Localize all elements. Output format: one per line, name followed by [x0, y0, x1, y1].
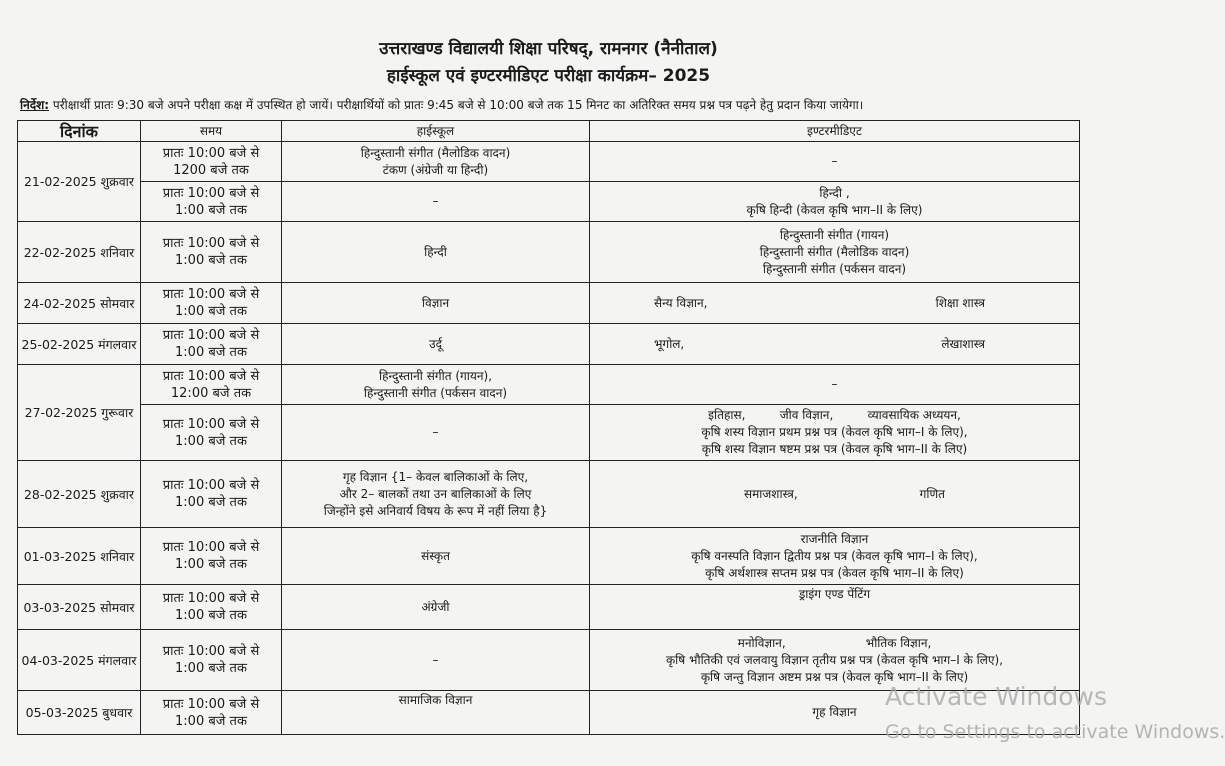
table-row: [18, 142, 1080, 182]
date-cell: 28-02-2025 शुक्रवार: [18, 461, 141, 528]
date-cell: 04-03-2025 मंगलवार: [18, 630, 141, 691]
date-cell: 22-02-2025 शनिवार: [18, 222, 141, 283]
table-row: [18, 182, 1080, 222]
activate-windows-settings-link[interactable]: Go to Settings to activate Windows.: [885, 721, 1225, 743]
date-cell: 05-03-2025 बुधवार: [18, 691, 141, 735]
page-subtitle: हाईस्कूल एवं इण्टरमीडिएट परीक्षा कार्यक्रम– 2025: [386, 66, 711, 86]
exam-schedule-table: [17, 120, 1080, 735]
time-cell: प्रातः 10:00 बजे से 1:00 बजे तक: [141, 324, 282, 365]
instructions-label: निर्देश:: [20, 98, 50, 112]
table-header-row: [18, 121, 1080, 142]
date-cell: 24-02-2025 सोमवार: [18, 283, 141, 324]
highschool-cell: सामाजिक विज्ञान: [282, 691, 590, 735]
header-date: दिनांक: [18, 121, 141, 142]
header-highschool: हाईस्कूल: [282, 121, 590, 142]
table-row: [18, 365, 1080, 405]
highschool-cell: हिन्दी: [282, 222, 590, 283]
highschool-cell: हिन्दुस्तानी संगीत (गायन), हिन्दुस्तानी संगीत (पर्कसन वादन): [282, 365, 590, 405]
header-intermediate: इण्टरमीडिएट: [590, 121, 1080, 142]
intermediate-cell: सैन्य विज्ञान, शिक्षा शास्त्र: [590, 283, 1080, 324]
highschool-cell: –: [282, 405, 590, 461]
intermediate-cell: ड्राइंग एण्ड पेंटिंग: [590, 585, 1080, 630]
time-cell: प्रातः 10:00 बजे से 1:00 बजे तक: [141, 283, 282, 324]
instructions-text: परीक्षार्थी प्रातः 9:30 बजे अपने परीक्षा कक्ष में उपस्थित हो जायें। परीक्षार्थियों को प्रातः 9:45 बजे से 10:00 बजे तक 15 मिनट का अतिरिक्त समय प्रश्न पत्र पढ़ने हेतु प्रदान किया जायेगा।: [49, 98, 864, 112]
highschool-cell: –: [282, 630, 590, 691]
intermediate-cell: राजनीति विज्ञान कृषि वनस्पति विज्ञान द्वितीय प्रश्न पत्र (केवल कृषि भाग–I के लिए), कृषि अर्थशास्त्र सप्तम प्रश्न पत्र (केवल कृषि भाग–II के लिए): [590, 528, 1080, 585]
date-cell: 03-03-2025 सोमवार: [18, 585, 141, 630]
time-cell: प्रातः 10:00 बजे से 1:00 बजे तक: [141, 182, 282, 222]
highschool-cell: गृह विज्ञान {1– केवल बालिकाओं के लिए, और 2– बालकों तथा उन बालिकाओं के लिए जिन्होंने इसे अनिवार्य विषय के रूप में नहीं लिया है}: [282, 461, 590, 528]
intermediate-cell: समाजशास्त्र, गणित: [590, 461, 1080, 528]
table-row: [18, 324, 1080, 365]
intermediate-cell: हिन्दी , कृषि हिन्दी (केवल कृषि भाग–II के लिए): [590, 182, 1080, 222]
table-row: [18, 461, 1080, 528]
table-row: [18, 405, 1080, 461]
highschool-cell: हिन्दुस्तानी संगीत (मैलोडिक वादन) टंकण (अंग्रेजी या हिन्दी): [282, 142, 590, 182]
highschool-cell: विज्ञान: [282, 283, 590, 324]
intermediate-cell: गृह विज्ञान: [590, 691, 1080, 735]
highschool-cell: अंग्रेजी: [282, 585, 590, 630]
table-row: [18, 585, 1080, 630]
date-cell: 25-02-2025 मंगलवार: [18, 324, 141, 365]
date-cell: 27-02-2025 गुरूवार: [18, 365, 141, 461]
time-cell: प्रातः 10:00 बजे से 12:00 बजे तक: [141, 365, 282, 405]
intermediate-cell: –: [590, 365, 1080, 405]
table-row: [18, 222, 1080, 283]
intermediate-cell: भूगोल, लेखाशास्त्र: [590, 324, 1080, 365]
highschool-cell: –: [282, 182, 590, 222]
date-cell: 21-02-2025 शुक्रवार: [18, 142, 141, 222]
intermediate-cell: मनोविज्ञान, भौतिक विज्ञान, कृषि भौतिकी एवं जलवायु विज्ञान तृतीय प्रश्न पत्र (केवल कृषि भाग–I के लिए), कृषि जन्तु विज्ञान अष्टम प्रश्न पत्र (केवल कृषि भाग–II के लिए): [590, 630, 1080, 691]
highschool-cell: संस्कृत: [282, 528, 590, 585]
time-cell: प्रातः 10:00 बजे से 1:00 बजे तक: [141, 405, 282, 461]
time-cell: प्रातः 10:00 बजे से 1:00 बजे तक: [141, 691, 282, 735]
time-cell: प्रातः 10:00 बजे से 1:00 बजे तक: [141, 222, 282, 283]
table-row: [18, 528, 1080, 585]
intermediate-cell: हिन्दुस्तानी संगीत (गायन) हिन्दुस्तानी संगीत (मैलोडिक वादन) हिन्दुस्तानी संगीत (पर्कसन वादन): [590, 222, 1080, 283]
instructions: [20, 96, 1095, 113]
time-cell: प्रातः 10:00 बजे से 1200 बजे तक: [141, 142, 282, 182]
intermediate-cell: –: [590, 142, 1080, 182]
date-cell: 01-03-2025 शनिवार: [18, 528, 141, 585]
time-cell: प्रातः 10:00 बजे से 1:00 बजे तक: [141, 630, 282, 691]
activate-windows-watermark: Activate Windows: [885, 682, 1107, 711]
highschool-cell: उर्दू: [282, 324, 590, 365]
intermediate-cell: इतिहास, जीव विज्ञान, व्यावसायिक अध्ययन, कृषि शस्य विज्ञान प्रथम प्रश्न पत्र (केवल कृषि भाग–I के लिए), कृषि शस्य विज्ञान षष्टम प्रश्न पत्र (केवल कृषि भाग–II के लिए): [590, 405, 1080, 461]
table-row: [18, 283, 1080, 324]
time-cell: प्रातः 10:00 बजे से 1:00 बजे तक: [141, 585, 282, 630]
page-title: उत्तराखण्ड विद्यालयी शिक्षा परिषद्, रामनगर (नैनीताल): [379, 39, 718, 59]
header-time: समय: [141, 121, 282, 142]
time-cell: प्रातः 10:00 बजे से 1:00 बजे तक: [141, 461, 282, 528]
time-cell: प्रातः 10:00 बजे से 1:00 बजे तक: [141, 528, 282, 585]
